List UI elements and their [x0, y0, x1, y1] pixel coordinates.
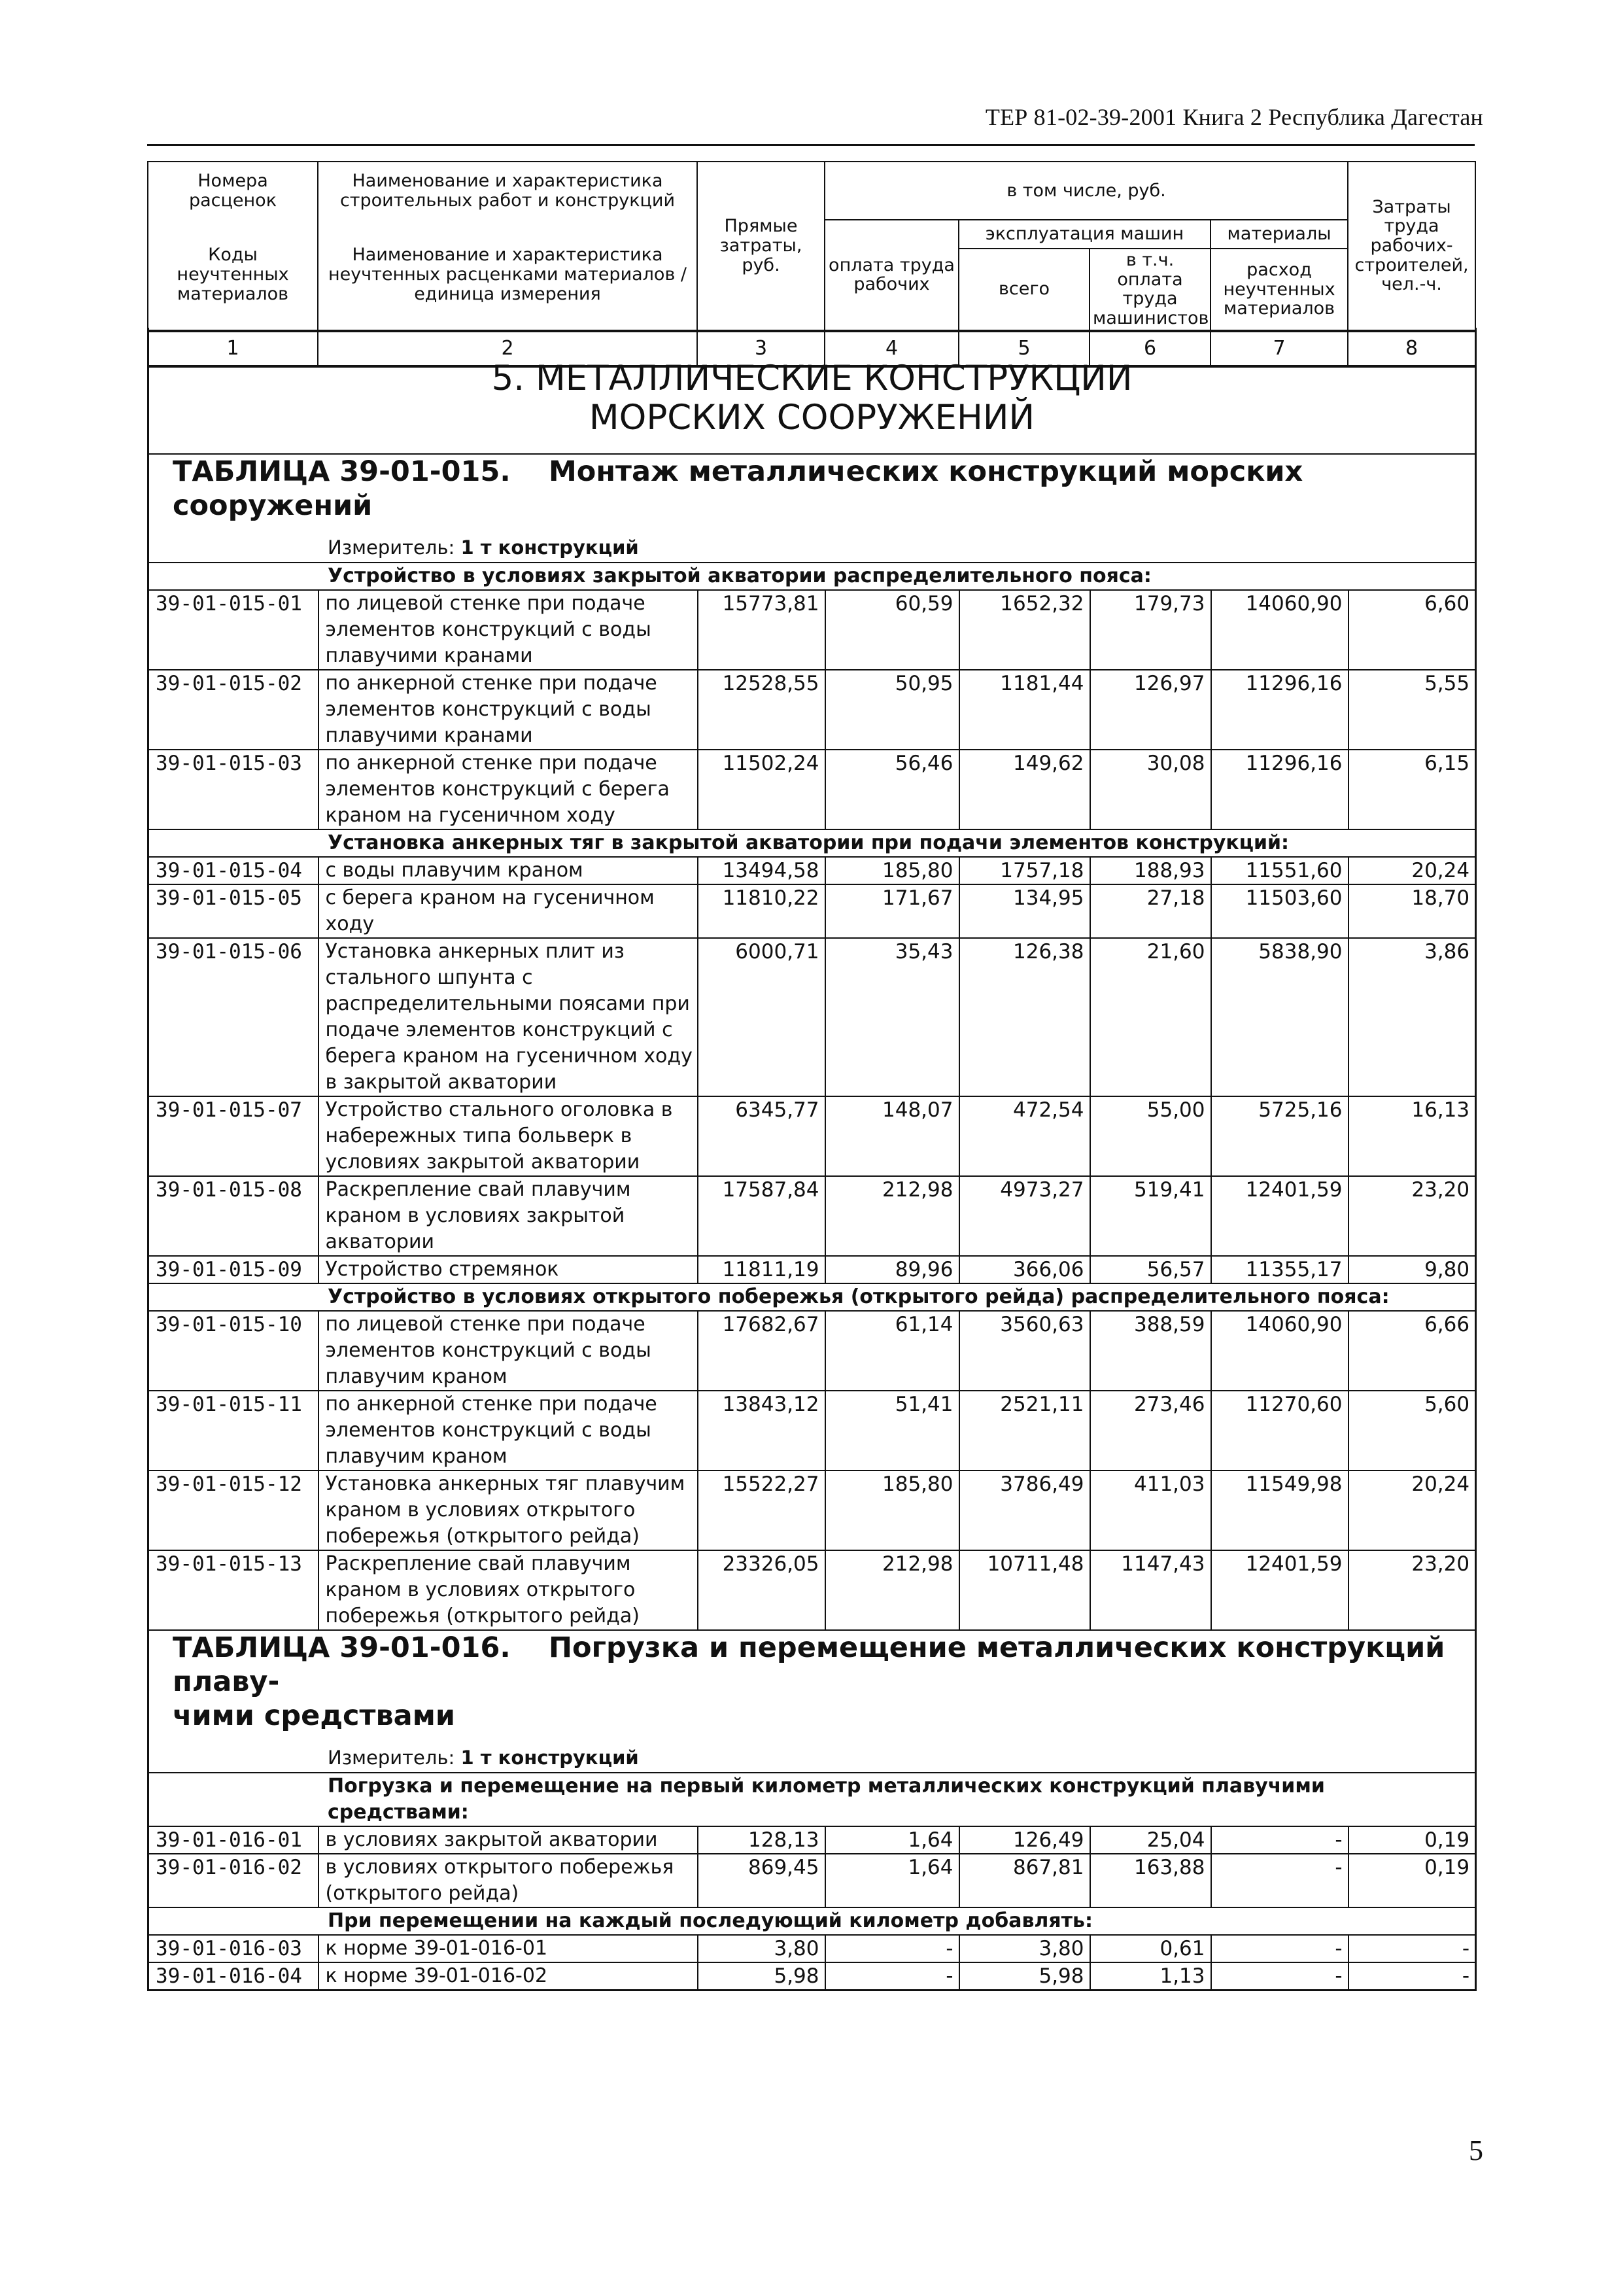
value-c7: 11270,60	[1211, 1391, 1348, 1470]
value-c4: 35,43	[825, 938, 959, 1096]
work-name: по анкерной стенке при подаче элементов конструкций с воды плавучим краном	[318, 1391, 698, 1470]
table-title-block	[153, 1631, 1471, 1772]
value-c5: 3,80	[959, 1935, 1090, 1962]
value-c7: 12401,59	[1211, 1550, 1348, 1630]
value-c5: 126,38	[959, 938, 1090, 1096]
value-c8: 0,19	[1348, 1826, 1476, 1854]
rate-code: 39-01-015-01	[148, 590, 318, 670]
work-name: с берега краном на гусеничном ходу	[318, 884, 698, 938]
value-c4: 60,59	[825, 590, 959, 670]
rate-code: 39-01-015-05	[148, 884, 318, 938]
table-code: ТАБЛИЦА 39-01-016.	[173, 1631, 511, 1664]
meter-line	[153, 523, 1471, 562]
group-heading: Установка анкерных тяг в закрытой акватории при подачи элементов конструкций:	[328, 831, 1290, 854]
value-c5: 10711,48	[959, 1550, 1090, 1630]
value-c3: 11811,19	[698, 1256, 825, 1283]
value-c8: 5,55	[1348, 670, 1476, 750]
table-title	[153, 1631, 1471, 1699]
value-c4: 212,98	[825, 1176, 959, 1256]
value-c5: 3560,63	[959, 1311, 1090, 1391]
group-heading-row	[148, 1907, 1476, 1935]
column-number: 1	[148, 331, 318, 366]
header-materials: материалы	[1210, 220, 1348, 249]
header-col2-bottom: Наименование и характеристика неучтенных расценками материалов / единица измерения	[318, 220, 697, 331]
work-name: по лицевой стенке при подаче элементов конструкций с воды плавучим краном	[318, 1311, 698, 1391]
value-c3: 5,98	[698, 1962, 825, 1991]
value-c7: 11355,17	[1211, 1256, 1348, 1283]
work-name: к норме 39-01-016-01	[318, 1935, 698, 1962]
rate-code: 39-01-015-10	[148, 1311, 318, 1391]
table-row	[148, 1470, 1476, 1550]
value-c4: 51,41	[825, 1391, 959, 1470]
header-col1-top: Номера расценок	[148, 162, 318, 220]
value-c6: 163,88	[1090, 1854, 1211, 1907]
value-c6: 55,00	[1090, 1096, 1211, 1176]
value-c5: 5,98	[959, 1962, 1090, 1991]
table-row	[148, 884, 1476, 938]
work-name: Раскрепление свай плавучим краном в условиях закрытой акватории	[318, 1176, 698, 1256]
meter-line	[153, 1733, 1471, 1772]
work-name: Устройство стального оголовка в набережных типа больверк в условиях закрытой акватории	[318, 1096, 698, 1176]
value-c6: 25,04	[1090, 1826, 1211, 1854]
header-machines: эксплуатация машин	[959, 220, 1210, 249]
column-number: 3	[697, 331, 825, 366]
rates-table	[147, 328, 1477, 1991]
table-title-row	[148, 454, 1476, 563]
table-title-row	[148, 1630, 1476, 1773]
value-c6: 0,61	[1090, 1935, 1211, 1962]
work-name: по анкерной стенке при подаче элементов конструкций с воды плавучими кранами	[318, 670, 698, 750]
value-c5: 3786,49	[959, 1470, 1090, 1550]
table-row	[148, 1096, 1476, 1176]
table-row	[148, 1550, 1476, 1630]
table-row	[148, 590, 1476, 670]
rate-code: 39-01-015-09	[148, 1256, 318, 1283]
table-row	[148, 1256, 1476, 1283]
rate-code: 39-01-015-12	[148, 1470, 318, 1550]
rate-code: 39-01-015-08	[148, 1176, 318, 1256]
value-c3: 15773,81	[698, 590, 825, 670]
value-c4: -	[825, 1935, 959, 1962]
rate-code: 39-01-016-04	[148, 1962, 318, 1991]
header-col2-top: Наименование и характеристика строительных работ и конструкций	[318, 162, 697, 220]
work-name: с воды плавучим краном	[318, 857, 698, 884]
value-c6: 1,13	[1090, 1962, 1211, 1991]
rate-code: 39-01-016-02	[148, 1854, 318, 1907]
value-c8: 18,70	[1348, 884, 1476, 938]
value-c6: 27,18	[1090, 884, 1211, 938]
value-c7: 11296,16	[1211, 670, 1348, 750]
value-c6: 126,97	[1090, 670, 1211, 750]
value-c3: 13843,12	[698, 1391, 825, 1470]
value-c6: 273,46	[1090, 1391, 1211, 1470]
rate-code: 39-01-015-06	[148, 938, 318, 1096]
value-c7: -	[1211, 1854, 1348, 1907]
meter-label: Измеритель:	[328, 536, 455, 559]
value-c8: 23,20	[1348, 1176, 1476, 1256]
value-c3: 13494,58	[698, 857, 825, 884]
value-c6: 388,59	[1090, 1311, 1211, 1391]
value-c4: -	[825, 1962, 959, 1991]
value-c7: -	[1211, 1962, 1348, 1991]
value-c3: 3,80	[698, 1935, 825, 1962]
table-title-block	[153, 455, 1471, 562]
value-c8: 0,19	[1348, 1854, 1476, 1907]
table-row	[148, 750, 1476, 829]
work-name: Установка анкерных плит из стального шпунта с распределительными поясами при подаче элементов конструкций с берега краном на гусеничном ходу в закрытой акватории	[318, 938, 698, 1096]
section-title	[153, 328, 1471, 453]
value-c7: -	[1211, 1935, 1348, 1962]
table-row	[148, 670, 1476, 750]
group-heading-row	[148, 829, 1476, 857]
value-c7: 14060,90	[1211, 590, 1348, 670]
value-c4: 61,14	[825, 1311, 959, 1391]
value-c5: 149,62	[959, 750, 1090, 829]
value-c6: 30,08	[1090, 750, 1211, 829]
header-col6: в т.ч. оплата труда машинистов	[1090, 249, 1210, 331]
column-number: 5	[959, 331, 1090, 366]
value-c4: 1,64	[825, 1826, 959, 1854]
value-c3: 6000,71	[698, 938, 825, 1096]
group-heading-row	[148, 563, 1476, 590]
group-heading: Устройство в условиях закрытой акватории распределительного пояса:	[328, 565, 1152, 587]
header-col3: Прямые затраты, руб.	[697, 162, 825, 331]
value-c5: 2521,11	[959, 1391, 1090, 1470]
value-c8: -	[1348, 1962, 1476, 1991]
value-c8: 5,60	[1348, 1391, 1476, 1470]
value-c4: 171,67	[825, 884, 959, 938]
section-title-row	[148, 328, 1476, 454]
column-number: 8	[1348, 331, 1475, 366]
value-c7: 5725,16	[1211, 1096, 1348, 1176]
table-row	[148, 1176, 1476, 1256]
value-c3: 17682,67	[698, 1311, 825, 1391]
value-c4: 1,64	[825, 1854, 959, 1907]
work-name: по лицевой стенке при подаче элементов конструкций с воды плавучими кранами	[318, 590, 698, 670]
value-c6: 1147,43	[1090, 1550, 1211, 1630]
value-c5: 366,06	[959, 1256, 1090, 1283]
value-c8: 9,80	[1348, 1256, 1476, 1283]
value-c3: 17587,84	[698, 1176, 825, 1256]
value-c5: 4973,27	[959, 1176, 1090, 1256]
value-c4: 185,80	[825, 1470, 959, 1550]
value-c3: 23326,05	[698, 1550, 825, 1630]
value-c8: -	[1348, 1935, 1476, 1962]
group-heading: Погрузка и перемещение на первый километр металлических конструкций плавучими средствами:	[328, 1775, 1325, 1824]
column-number: 4	[825, 331, 959, 366]
value-c3: 6345,77	[698, 1096, 825, 1176]
value-c4: 50,95	[825, 670, 959, 750]
value-c5: 1181,44	[959, 670, 1090, 750]
header-col5: всего	[959, 249, 1090, 331]
section-title-line-2: МОРСКИХ СООРУЖЕНИЙ	[589, 398, 1035, 438]
value-c3: 128,13	[698, 1826, 825, 1854]
rate-code: 39-01-016-01	[148, 1826, 318, 1854]
rate-code: 39-01-015-02	[148, 670, 318, 750]
value-c5: 1757,18	[959, 857, 1090, 884]
table-title-text: Монтаж металлических конструкций морских сооружений	[173, 455, 1303, 522]
rate-code: 39-01-015-04	[148, 857, 318, 884]
value-c6: 179,73	[1090, 590, 1211, 670]
value-c6: 21,60	[1090, 938, 1211, 1096]
value-c5: 1652,32	[959, 590, 1090, 670]
page-number: 5	[1469, 2134, 1483, 2166]
header-incl: в том числе, руб.	[825, 162, 1348, 220]
value-c6: 411,03	[1090, 1470, 1211, 1550]
value-c5: 867,81	[959, 1854, 1090, 1907]
work-name: Раскрепление свай плавучим краном в условиях открытого побережья (открытого рейда)	[318, 1550, 698, 1630]
value-c8: 20,24	[1348, 857, 1476, 884]
value-c3: 11502,24	[698, 750, 825, 829]
work-name: в условиях открытого побережья (открытого рейда)	[318, 1854, 698, 1907]
work-name: в условиях закрытой акватории	[318, 1826, 698, 1854]
value-c7: 14060,90	[1211, 1311, 1348, 1391]
table-title-continuation: чими средствами	[173, 1699, 455, 1732]
rate-code: 39-01-015-07	[148, 1096, 318, 1176]
value-c3: 869,45	[698, 1854, 825, 1907]
group-heading-row	[148, 1773, 1476, 1826]
value-c4: 148,07	[825, 1096, 959, 1176]
value-c5: 126,49	[959, 1826, 1090, 1854]
header-col8: Затраты труда рабочих-строителей, чел.-ч.	[1348, 162, 1475, 331]
value-c7: 11296,16	[1211, 750, 1348, 829]
value-c7: 11551,60	[1211, 857, 1348, 884]
value-c4: 185,80	[825, 857, 959, 884]
table-row	[148, 938, 1476, 1096]
header-rule	[147, 144, 1475, 146]
column-number: 7	[1210, 331, 1348, 366]
value-c7: 12401,59	[1211, 1176, 1348, 1256]
running-header: ТЕР 81-02-39-2001 Книга 2 Республика Дагестан	[985, 104, 1483, 130]
value-c4: 89,96	[825, 1256, 959, 1283]
value-c8: 20,24	[1348, 1470, 1476, 1550]
table-row	[148, 1854, 1476, 1907]
rate-code: 39-01-016-03	[148, 1935, 318, 1962]
column-number: 2	[318, 331, 697, 366]
table-title	[153, 455, 1471, 523]
value-c8: 6,66	[1348, 1311, 1476, 1391]
meter-value: 1 т конструкций	[460, 536, 639, 559]
value-c6: 56,57	[1090, 1256, 1211, 1283]
group-heading: При перемещении на каждый последующий километр добавлять:	[328, 1909, 1093, 1932]
value-c7: -	[1211, 1826, 1348, 1854]
group-heading: Устройство в условиях открытого побережья (открытого рейда) распределительного пояса:	[328, 1285, 1390, 1308]
value-c8: 6,15	[1348, 750, 1476, 829]
value-c6: 519,41	[1090, 1176, 1211, 1256]
column-number: 6	[1090, 331, 1210, 366]
section-title-line-1: 5. МЕТАЛЛИЧЕСКИЕ КОНСТРУКЦИИ	[491, 358, 1133, 398]
value-c5: 134,95	[959, 884, 1090, 938]
meter-value: 1 т конструкций	[460, 1747, 639, 1769]
value-c4: 56,46	[825, 750, 959, 829]
value-c3: 11810,22	[698, 884, 825, 938]
value-c7: 11549,98	[1211, 1470, 1348, 1550]
value-c7: 11503,60	[1211, 884, 1348, 938]
table-code: ТАБЛИЦА 39-01-015.	[173, 455, 511, 488]
table-title-text: Погрузка и перемещение металлических конструкций плаву-	[173, 1631, 1445, 1698]
header-col1-bottom: Коды неучтенных материалов	[148, 220, 318, 331]
value-c4: 212,98	[825, 1550, 959, 1630]
value-c6: 188,93	[1090, 857, 1211, 884]
table-row	[148, 1935, 1476, 1962]
table-row	[148, 1311, 1476, 1391]
rate-code: 39-01-015-13	[148, 1550, 318, 1630]
header-col7: расход неучтенных материалов	[1210, 249, 1348, 331]
work-name: к норме 39-01-016-02	[318, 1962, 698, 1991]
rate-code: 39-01-015-11	[148, 1391, 318, 1470]
value-c8: 3,86	[1348, 938, 1476, 1096]
value-c5: 472,54	[959, 1096, 1090, 1176]
value-c8: 23,20	[1348, 1550, 1476, 1630]
table-row	[148, 1826, 1476, 1854]
value-c3: 12528,55	[698, 670, 825, 750]
value-c8: 16,13	[1348, 1096, 1476, 1176]
group-heading-row	[148, 1283, 1476, 1311]
work-name: Установка анкерных тяг плавучим краном в условиях открытого побережья (открытого рейда)	[318, 1470, 698, 1550]
table-row	[148, 1962, 1476, 1991]
work-name: Устройство стремянок	[318, 1256, 698, 1283]
table-row	[148, 1391, 1476, 1470]
meter-label: Измеритель:	[328, 1747, 455, 1769]
header-col4: оплата труда рабочих	[825, 220, 959, 331]
value-c7: 5838,90	[1211, 938, 1348, 1096]
rate-code: 39-01-015-03	[148, 750, 318, 829]
value-c8: 6,60	[1348, 590, 1476, 670]
value-c3: 15522,27	[698, 1470, 825, 1550]
work-name: по анкерной стенке при подаче элементов конструкций с берега краном на гусеничном ходу	[318, 750, 698, 829]
table-row	[148, 857, 1476, 884]
